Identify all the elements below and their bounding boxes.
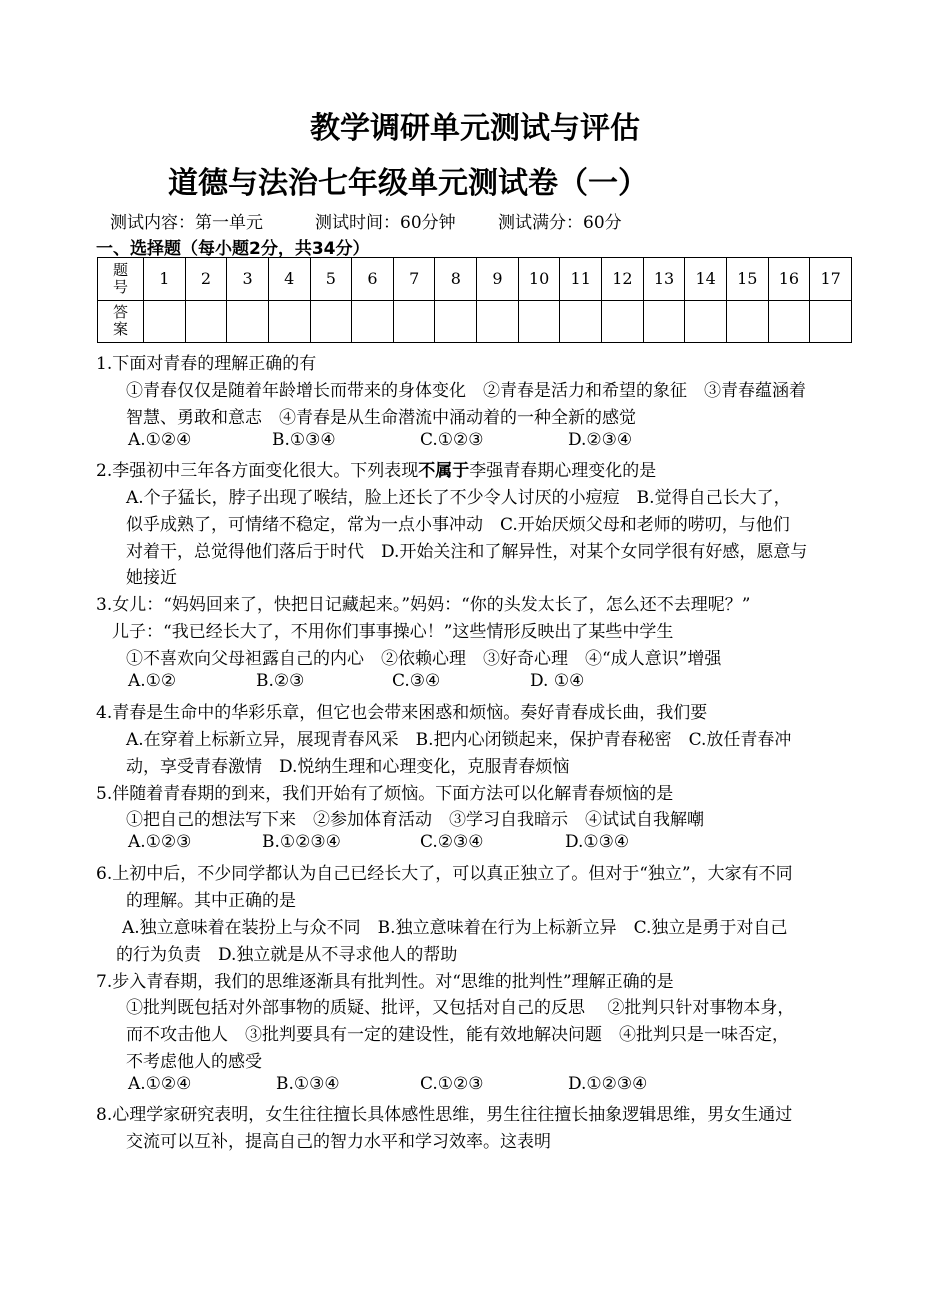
question-6-line: 的行为负责 D.独立就是从不寻求他人的帮助 — [116, 945, 458, 965]
question-number: 7 — [393, 258, 435, 301]
option-a[interactable]: A.①②③ — [128, 832, 192, 852]
question-6-line: 的理解。其中正确的是 — [126, 891, 296, 911]
answer-cell[interactable] — [352, 300, 394, 343]
question-2-line: 似乎成熟了，可情绪不稳定，常为一点小事冲动 C.开始厌烦父母和老师的唠叨，与他们 — [126, 515, 790, 535]
section-title: 一、选择题（每小题2分，共34分） — [96, 239, 370, 259]
question-7-line: ①批判既包括对外部事物的质疑、批评，又包括对自己的反思 ②批判只针对事物本身， — [126, 998, 795, 1018]
option-c[interactable]: C.③④ — [392, 671, 441, 691]
question-8-stem: 8.心理学家研究表明，女生往往擅长具体感性思维，男生往往擅长抽象逻辑思维，男女生通过 — [96, 1105, 793, 1125]
question-7-line: 而不攻击他人 ③批判要具有一定的建设性，能有效地解决问题 ④批判只是一味否定， — [126, 1025, 789, 1045]
answer-table — [97, 257, 852, 343]
question-4-stem: 4.青春是生命中的华彩乐章，但它也会带来困惑和烦恼。奏好青春成长曲，我们要 — [96, 703, 708, 723]
question-7-options — [0, 1074, 950, 1096]
question-2-line: A.个子猛长，脖子出现了喉结，脸上还长了不少令人讨厌的小痘痘 B.觉得自己长大了， — [126, 488, 791, 508]
question-number: 8 — [435, 258, 477, 301]
answer-cell[interactable] — [726, 300, 768, 343]
question-7-line: 不考虑他人的感受 — [126, 1052, 262, 1072]
question-number: 3 — [227, 258, 269, 301]
question-2-line: 她接近 — [126, 568, 177, 588]
table-row-numbers — [98, 258, 852, 301]
question-1-line: ①青春仅仅是随着年龄增长而带来的身体变化 ②青春是活力和希望的象征 ③青春蕴涵着 — [126, 381, 806, 401]
question-1-line: 智慧、勇敢和意志 ④青春是从生命潜流中涌动着的一种全新的感觉 — [126, 408, 636, 428]
answer-cell[interactable] — [685, 300, 727, 343]
answer-cell[interactable] — [310, 300, 352, 343]
test-time: 测试时间：60分钟 — [315, 213, 456, 233]
answer-cell[interactable] — [768, 300, 810, 343]
question-2-line: 对着干，总觉得他们落后于时代 D.开始关注和了解异性，对某个女同学很有好感，愿意与 — [126, 542, 808, 562]
question-5-line: ①把自己的想法写下来 ②参加体育活动 ③学习自我暗示 ④试试自我解嘲 — [126, 810, 704, 830]
question-number: 17 — [810, 258, 852, 301]
question-5-stem: 5.伴随着青春期的到来，我们开始有了烦恼。下面方法可以化解青春烦恼的是 — [96, 784, 674, 804]
question-number: 2 — [185, 258, 227, 301]
page-title: 教学调研单元测试与评估 — [310, 111, 640, 146]
answer-cell[interactable] — [518, 300, 560, 343]
option-d[interactable]: D. ①④ — [530, 671, 585, 691]
option-b[interactable]: B.②③ — [256, 671, 305, 691]
answer-cell[interactable] — [643, 300, 685, 343]
option-c[interactable]: C.②③④ — [420, 832, 484, 852]
option-b[interactable]: B.①③④ — [272, 430, 336, 450]
question-3-options — [0, 671, 950, 693]
option-d[interactable]: D.②③④ — [568, 430, 633, 450]
question-4-line: 动，享受青春激情 D.悦纳生理和心理变化，克服青春烦恼 — [126, 757, 570, 777]
question-2-stem: 2.李强初中三年各方面变化很大。下列表现不属于李强青春期心理变化的是 — [96, 461, 657, 481]
option-a[interactable]: A.①②④ — [128, 430, 192, 450]
answer-cell[interactable] — [435, 300, 477, 343]
question-8-line: 交流可以互补，提高自己的智力水平和学习效率。这表明 — [126, 1132, 551, 1152]
question-1-stem: 1.下面对青春的理解正确的有 — [96, 354, 317, 374]
question-1-options — [0, 430, 950, 452]
question-number: 9 — [477, 258, 519, 301]
answer-cell[interactable] — [602, 300, 644, 343]
answer-cell[interactable] — [144, 300, 186, 343]
option-d[interactable]: D.①③④ — [565, 832, 630, 852]
question-5-options — [0, 832, 950, 854]
question-7-stem: 7.步入青春期，我们的思维逐渐具有批判性。对“思维的批判性”理解正确的是 — [96, 972, 674, 992]
question-number: 13 — [643, 258, 685, 301]
question-number: 15 — [726, 258, 768, 301]
option-a[interactable]: A.①②④ — [128, 1074, 192, 1094]
answer-cell[interactable] — [227, 300, 269, 343]
question-number: 4 — [268, 258, 310, 301]
answer-cell[interactable] — [810, 300, 852, 343]
option-b[interactable]: B.①②③④ — [262, 832, 341, 852]
question-number: 10 — [518, 258, 560, 301]
question-number: 12 — [602, 258, 644, 301]
question-6-stem: 6.上初中后，不少同学都认为自己已经长大了，可以真正独立了。但对于“独立”，大家有不同 — [96, 864, 793, 884]
table-row-answers — [98, 300, 852, 343]
option-c[interactable]: C.①②③ — [420, 1074, 484, 1094]
option-a[interactable]: A.①② — [128, 671, 177, 691]
option-c[interactable]: C.①②③ — [420, 430, 484, 450]
question-number: 11 — [560, 258, 602, 301]
question-number: 6 — [352, 258, 394, 301]
question-3-line: ①不喜欢向父母袒露自己的内心 ②依赖心理 ③好奇心理 ④“成人意识”增强 — [126, 649, 722, 669]
question-6-line: A.独立意味着在装扮上与众不同 B.独立意味着在行为上标新立异 C.独立是勇于对自己 — [122, 918, 788, 938]
option-b[interactable]: B.①③④ — [276, 1074, 340, 1094]
answer-cell[interactable] — [477, 300, 519, 343]
row-label-number: 题 号 — [98, 258, 144, 301]
emphasis-text: 不属于 — [418, 461, 470, 481]
question-number: 5 — [310, 258, 352, 301]
question-number: 16 — [768, 258, 810, 301]
answer-cell[interactable] — [560, 300, 602, 343]
exam-subtitle: 道德与法治七年级单元测试卷（一） — [168, 166, 648, 201]
question-number: 14 — [685, 258, 727, 301]
question-3-line: 儿子：“我已经长大了，不用你们事事操心！”这些情形反映出了某些中学生 — [112, 622, 674, 642]
answer-cell[interactable] — [393, 300, 435, 343]
row-label-answer: 答 案 — [98, 300, 144, 343]
question-3-stem: 3.女儿：“妈妈回来了，快把日记藏起来。”妈妈：“你的头发太长了，怎么还不去理呢？” — [96, 595, 751, 615]
answer-cell[interactable] — [185, 300, 227, 343]
question-4-line: A.在穿着上标新立异，展现青春风采 B.把内心闭锁起来，保护青春秘密 C.放任青春冲 — [126, 730, 792, 750]
answer-cell[interactable] — [268, 300, 310, 343]
option-d[interactable]: D.①②③④ — [568, 1074, 648, 1094]
test-content: 测试内容：第一单元 — [110, 213, 263, 233]
test-score: 测试满分：60分 — [498, 213, 622, 233]
question-number: 1 — [144, 258, 186, 301]
